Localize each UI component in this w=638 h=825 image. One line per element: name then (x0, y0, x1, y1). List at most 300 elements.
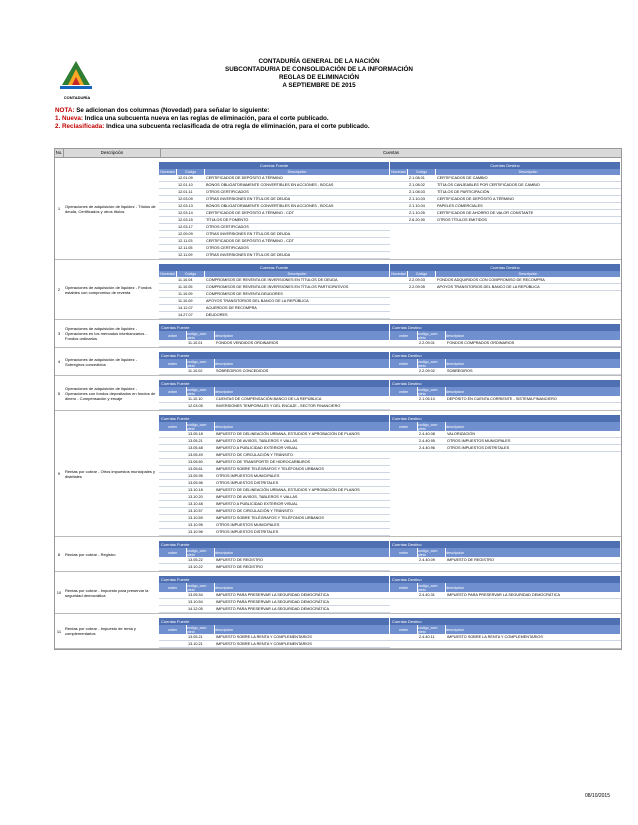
accounts-grid (159, 541, 621, 571)
cell-codigo: 13.10.21 (188, 641, 203, 646)
cell-codigo: 13.10.59 (188, 515, 203, 520)
header-no: No. (55, 150, 63, 155)
section-row (55, 260, 621, 320)
table-row (390, 203, 621, 210)
table-row (159, 403, 390, 410)
destino-header: Cuentas Destino (390, 415, 621, 422)
cell-codigo: 2.6.20.90 (409, 217, 425, 222)
fuente-side (159, 576, 390, 613)
col-codigo-completo: codigo_com pleto (187, 548, 215, 557)
cell-codigo: 2.2.09.03 (409, 277, 425, 282)
cell-descripcion: BONOS OBLIGATORIAMENTE CONVERTIBLES EN ACCIONES - BOCAS (206, 182, 334, 187)
col-novedad: Novedad (159, 271, 177, 277)
cell-codigo: 2.1.10.05 (409, 210, 425, 215)
col-orden: orden (159, 625, 187, 634)
cell-codigo: 13.05.21 (188, 438, 203, 443)
cell-codigo: 2.2.09.01 (419, 340, 435, 345)
cell-novedad (390, 175, 408, 181)
cell-novedad (159, 396, 187, 402)
table-row (159, 508, 390, 515)
table-row (159, 224, 390, 231)
cell-codigo: 11.10.04 (178, 277, 193, 282)
cell-novedad (390, 592, 418, 598)
cell-descripcion: IMPUESTO SOBRE TELÉGRAFOS Y TELÉFONOS URBANOS (216, 466, 324, 471)
cell-descripcion: IMPUESTO SOBRE LA RENTA Y COMPLEMENTARIOS (216, 641, 312, 646)
table-row (390, 396, 621, 403)
cell-descripcion: OTROS IMPUESTOS DISTRITALES (216, 480, 279, 485)
accounts-grid (159, 380, 621, 410)
cell-codigo: 13.10.22 (188, 564, 203, 569)
destino-header: Cuentas Destino (390, 576, 621, 583)
destino-side (390, 576, 621, 613)
accounts-grid (159, 415, 621, 536)
cell-descripcion: OTRAS INVERSIONES EN TÍTULOS DE DEUDA (206, 196, 291, 201)
cell-novedad (159, 487, 187, 493)
table-row (390, 284, 621, 291)
cell-descripcion: CERTIFICADOS DE DEPÓSITO A TÉRMINO (206, 175, 283, 180)
col-descripcion: Descripción (205, 169, 390, 175)
cell-novedad (159, 438, 187, 444)
table-row (159, 368, 390, 375)
cell-novedad (390, 396, 418, 402)
fuente-header: Cuentas Fuente (159, 541, 390, 548)
cell-novedad (159, 606, 187, 612)
cell-descripcion: TÍTULOS DE FOMENTO (206, 217, 249, 222)
cell-novedad (390, 217, 408, 223)
table-row (390, 217, 621, 224)
col-codigo: Código (408, 169, 436, 175)
col-orden: orden (159, 359, 187, 368)
destino-header: Cuentas Destino (390, 264, 621, 271)
fuente-side (159, 264, 390, 319)
cell-codigo: 13.10.57 (188, 508, 203, 513)
section-number: 8 (57, 551, 61, 557)
section-description: Rentas por cobrar - Otros impuestos municipales y distritales (65, 468, 156, 479)
cell-novedad (390, 203, 408, 209)
col-descripcion: Descripción (436, 169, 621, 175)
cell-novedad (159, 592, 187, 598)
section-accounts (159, 348, 621, 375)
cell-descripcion: OTROS CERTIFICADOS (206, 224, 249, 229)
destino-side (390, 264, 621, 319)
col-descripcion: descripcion (446, 422, 621, 431)
destino-col-headers (390, 625, 621, 634)
section-accounts (159, 537, 621, 571)
table-row (159, 445, 390, 452)
table-row (159, 438, 390, 445)
cell-descripcion: OTROS IMPUESTOS MUNICIPALES (216, 522, 280, 527)
cell-descripcion: FONDOS VENDIDOS ORDINARIOS (216, 340, 279, 345)
cell-novedad (159, 277, 177, 283)
table-row (159, 452, 390, 459)
table-row (159, 557, 390, 564)
fuente-side (159, 162, 390, 259)
cell-novedad (159, 312, 177, 318)
section-accounts (159, 320, 621, 347)
table-row (159, 182, 390, 189)
cell-descripcion: OTRAS INVERSIONES EN TÍTULOS DE DEUDA (206, 231, 291, 236)
fuente-side (159, 415, 390, 536)
cell-novedad (159, 557, 187, 563)
cell-codigo: 11.10.09 (178, 291, 193, 296)
table-row (159, 522, 390, 529)
header-cuentas: Cuentas (382, 150, 399, 155)
col-descripcion: descripcion (215, 548, 390, 557)
cell-descripcion: IMPUESTO SOBRE LA RENTA Y COMPLEMENTARIOS (216, 634, 312, 639)
col-descripcion: descripcion (215, 387, 390, 396)
cell-codigo: 12.03.13 (178, 203, 193, 208)
cell-novedad (159, 599, 187, 605)
cell-novedad (159, 431, 187, 437)
cell-novedad (159, 403, 187, 409)
cell-codigo: 13.10.18 (188, 487, 203, 492)
cell-descripcion: OTROS IMPUESTOS MUNICIPALES (447, 438, 511, 443)
destino-side (390, 162, 621, 259)
table-row (159, 606, 390, 613)
cell-codigo: 14.12.07 (178, 305, 193, 310)
cell-novedad (159, 305, 177, 311)
cell-descripcion: BONOS OBLIGATORIAMENTE CONVERTIBLES EN ACCIONES - BOCAS (206, 203, 334, 208)
cell-novedad (159, 298, 177, 304)
accounts-grid (159, 162, 621, 259)
table-header (55, 149, 621, 158)
cell-codigo: 13.05.61 (188, 466, 203, 471)
accounts-grid (159, 324, 621, 347)
accounts-grid (159, 264, 621, 319)
accounts-grid (159, 352, 621, 375)
cell-descripcion: COMPROMISOS DE REVENTA DEUDORES (206, 291, 283, 296)
col-codigo-completo: codigo_com pleto (187, 625, 215, 634)
cell-descripcion: IMPUESTO DE CIRCULACIÓN Y TRÁNSITO (216, 452, 293, 457)
table-row (159, 634, 390, 641)
cell-novedad (159, 203, 177, 209)
section-number: 11 (56, 628, 62, 634)
col-codigo-completo: codigo_com pleto (418, 331, 446, 340)
col-descripcion: descripcion (215, 422, 390, 431)
fuente-header: Cuentas Fuente (159, 264, 390, 271)
cell-descripcion: TÍTULOS CANJEABLES POR CERTIFICADOS DE CAMBIO (437, 182, 540, 187)
cell-descripcion: CERTIFICADOS DE DEPÓSITO A TÉRMINO - CDT (206, 210, 294, 215)
cell-novedad (390, 277, 408, 283)
col-codigo: Código (177, 271, 205, 277)
cell-codigo: 13.05.49 (188, 452, 203, 457)
col-orden: orden (159, 548, 187, 557)
cell-codigo: 2.4.40.95 (419, 438, 435, 443)
section-accounts (159, 614, 621, 648)
col-orden: orden (390, 625, 418, 634)
cell-codigo: 2.4.40.08 (419, 431, 435, 436)
cell-novedad (159, 634, 187, 640)
cell-novedad (159, 522, 187, 528)
logo-text: CONTADURÍA (63, 95, 91, 100)
cell-novedad (159, 473, 187, 479)
destino-header: Cuentas Destino (390, 324, 621, 331)
col-novedad: Novedad (390, 169, 408, 175)
table-row (159, 459, 390, 466)
cell-novedad (390, 182, 408, 188)
table-row (159, 592, 390, 599)
cell-novedad (390, 557, 418, 563)
table-row (159, 312, 390, 319)
col-descripcion: descripcion (215, 359, 390, 368)
cell-codigo: 13.10.48 (188, 501, 203, 506)
destino-col-headers (390, 359, 621, 368)
table-row (159, 231, 390, 238)
cell-codigo: 11.10.10 (188, 396, 203, 401)
destino-side (390, 415, 621, 536)
col-descripcion: descripcion (446, 548, 621, 557)
accounts-grid (159, 618, 621, 648)
table-row (159, 480, 390, 487)
col-codigo-completo: codigo_com pleto (418, 359, 446, 368)
section-row (55, 537, 621, 572)
section-accounts (159, 411, 621, 536)
cell-codigo: 12.03.15 (178, 217, 193, 222)
fuente-header: Cuentas Fuente (159, 162, 390, 169)
table-row (159, 466, 390, 473)
table-row (390, 175, 621, 182)
cell-descripcion: OTRAS INVERSIONES EN TÍTULOS DE DEUDA (206, 252, 291, 257)
section-description: Operaciones de adquisición de liquidez - Fondos estables con compromiso de reventa (65, 284, 152, 295)
cell-descripcion: CERTIFICADOS DE CAMBIO (437, 175, 488, 180)
cell-codigo: 13.05.22 (188, 557, 203, 562)
table-row (390, 557, 621, 564)
cell-novedad (159, 641, 187, 647)
section-accounts (159, 376, 621, 410)
destino-header: Cuentas Destino (390, 380, 621, 387)
cell-codigo: 2.2.09.02 (419, 368, 435, 373)
cell-novedad (159, 480, 187, 486)
table-row (159, 298, 390, 305)
section-row (55, 572, 621, 614)
cell-codigo: 11.10.02 (188, 368, 203, 373)
cell-descripcion: IMPUESTO DE AVISOS, TABLEROS Y VALLAS (216, 438, 298, 443)
table-row (159, 501, 390, 508)
destino-side (390, 380, 621, 410)
cell-descripcion: DEPÓSITO EN CUENTA CORRIENTE - SISTEMA FINANCIERO (447, 396, 557, 401)
cell-descripcion: DEUDORES (206, 312, 228, 317)
fuente-col-headers (159, 422, 390, 431)
table-row (159, 473, 390, 480)
col-descripcion: descripcion (446, 331, 621, 340)
table-row (159, 564, 390, 571)
cell-codigo: 12.03.09 (178, 196, 193, 201)
fuente-col-headers (159, 548, 390, 557)
section-row (55, 614, 621, 649)
col-codigo-completo: codigo_com pleto (418, 625, 446, 634)
cell-codigo: 12.11.05 (178, 245, 193, 250)
header-line-4: A SEPTIEMBRE DE 2015 (282, 82, 356, 89)
col-codigo-completo: codigo_com pleto (418, 548, 446, 557)
cell-novedad (159, 291, 177, 297)
section-accounts (159, 158, 621, 259)
table-row (159, 203, 390, 210)
table-row (390, 210, 621, 217)
cell-novedad (159, 245, 177, 251)
cell-codigo: 11.10.01 (188, 340, 203, 345)
cell-novedad (159, 284, 177, 290)
cell-descripcion: IMPUESTO DE CIRCULACIÓN Y TRÁNSITO (216, 508, 293, 513)
cell-descripcion: IMPUESTO PARA PRESERVAR LA SEGURIDAD DEMOCRÁTICA (447, 592, 561, 597)
cell-descripcion: TÍTULOS DE PARTICIPACIÓN (437, 189, 490, 194)
cell-novedad (159, 210, 177, 216)
cell-codigo: 2.1.08.01 (409, 175, 425, 180)
section-row (55, 348, 621, 376)
destino-col-headers (390, 331, 621, 340)
accounts-grid (159, 576, 621, 613)
note-item1-label: 1. Nueva: (55, 115, 83, 122)
section-description: Rentas por cobrar - Impuesto para preservar la seguridad democrática (65, 587, 149, 598)
col-orden: orden (390, 422, 418, 431)
note-text: Se adicionan dos columnas (Novedad) para señalar lo siguiente: (76, 107, 270, 114)
note-item2-label: 2. Reclasificada: (55, 123, 105, 130)
cell-novedad (159, 452, 187, 458)
fuente-header: Cuentas Fuente (159, 415, 390, 422)
cell-descripcion: CUENTAS DE COMPENSACIÓN BANCO DE LA REPÚBLICA (216, 396, 322, 401)
cell-codigo: 13.05.95 (188, 473, 203, 478)
cell-descripcion: OTROS IMPUESTOS DISTRITALES (447, 445, 510, 450)
cell-descripcion: IMPUESTO PARA PRESERVAR LA SEGURIDAD DEMOCRÁTICA (216, 592, 330, 597)
cell-descripcion: IMPUESTO PARA PRESERVAR LA SEGURIDAD DEMOCRÁTICA (216, 606, 330, 611)
table-row (159, 431, 390, 438)
cell-descripcion: PAPELES COMERCIALES (437, 203, 483, 208)
table-row (159, 515, 390, 522)
cell-codigo: 2.1.08.02 (409, 182, 425, 187)
cell-novedad (159, 217, 177, 223)
table-row (159, 599, 390, 606)
col-orden: orden (159, 331, 187, 340)
table-row (159, 210, 390, 217)
cell-descripcion: OTROS TÍTULOS EMITIDOS (437, 217, 487, 222)
fuente-header: Cuentas Fuente (159, 618, 390, 625)
table-row (159, 396, 390, 403)
cell-novedad (159, 529, 187, 535)
col-codigo: Código (408, 271, 436, 277)
header-line-1: CONTADURÍA GENERAL DE LA NACIÓN (258, 58, 380, 65)
destino-col-headers (390, 548, 621, 557)
fuente-side (159, 618, 390, 648)
cell-codigo: 2.1.05.10 (419, 396, 435, 401)
col-codigo-completo: codigo_com pleto (187, 422, 215, 431)
cell-codigo: 2.2.09.05 (409, 284, 425, 289)
destino-header: Cuentas Destino (390, 162, 621, 169)
cell-descripcion: CERTIFICADOS DE DEPÓSITO A TÉRMINO - CDT (206, 238, 294, 243)
col-orden: orden (390, 359, 418, 368)
col-descripcion: descripcion (446, 583, 621, 592)
destino-side (390, 352, 621, 375)
table-row (159, 189, 390, 196)
fuente-header: Cuentas Fuente (159, 576, 390, 583)
section-accounts (159, 260, 621, 319)
cell-descripcion: IMPUESTO DE TRANSPORTE DE HIDROCARBUROS (216, 459, 311, 464)
cell-descripcion: IMPUESTO DE REGISTRO (216, 557, 263, 562)
cell-descripcion: FONDOS COMPRADOS ORDINARIOS (447, 340, 515, 345)
col-descripcion: descripcion (446, 625, 621, 634)
col-orden: orden (159, 422, 187, 431)
cell-codigo: 14.12.05 (188, 606, 203, 611)
table-row (390, 445, 621, 452)
col-descripcion: descripcion (215, 331, 390, 340)
cell-codigo: 12.03.05 (188, 403, 203, 408)
cell-descripcion: IMPUESTO PARA PRESERVAR LA SEGURIDAD DEMOCRÁTICA (216, 599, 330, 604)
table-row (159, 284, 390, 291)
table-row (159, 217, 390, 224)
cell-novedad (159, 564, 187, 570)
note-block (55, 107, 370, 131)
cell-codigo: 2.1.10.04 (409, 203, 425, 208)
section-number: 3 (57, 331, 61, 336)
cell-codigo: 2.4.40.09 (419, 557, 435, 562)
table-row (159, 641, 390, 648)
cell-descripcion: IMPUESTO DE DELINEACIÓN URBANA, ESTUDIOS Y APROBACIÓN DE PLANOS (216, 487, 360, 492)
col-orden: orden (159, 387, 187, 396)
cell-novedad (159, 182, 177, 188)
cell-codigo: 12.01.11 (178, 189, 193, 194)
cell-codigo: 2.1.10.03 (409, 196, 425, 201)
cell-novedad (159, 238, 177, 244)
destino-header: Cuentas Destino (390, 541, 621, 548)
cell-novedad (159, 340, 187, 346)
destino-side (390, 324, 621, 347)
cell-codigo: 13.05.54 (188, 592, 203, 597)
cell-codigo: 12.01.09 (178, 175, 193, 180)
cell-novedad (159, 445, 187, 451)
table-row (390, 634, 621, 641)
destino-col-headers (390, 583, 621, 592)
section-number: 2 (57, 287, 61, 292)
cell-descripcion: VALORIZACIÓN (447, 431, 475, 436)
header-line-2: SUBCONTADURIA DE CONSOLIDACIÓN DE LA INFORMACIÓN (225, 66, 413, 73)
section-number: 9 (57, 471, 61, 476)
section-row (55, 376, 621, 411)
cell-descripcion: IMPUESTO SOBRE LA RENTA Y COMPLEMENTARIOS (447, 634, 543, 639)
destino-side (390, 618, 621, 648)
cell-novedad (159, 368, 187, 374)
table-row (159, 340, 390, 347)
table-row (390, 340, 621, 347)
cell-novedad (390, 634, 418, 640)
fuente-header: Cuentas Fuente (159, 352, 390, 359)
cell-novedad (159, 501, 187, 507)
fuente-col-headers (159, 359, 390, 368)
cell-descripcion: COMPROMISOS DE REVENTA DE INVERSIONES EN TÍTULOS PARTICIPATIVOS (206, 284, 349, 289)
cell-novedad (159, 466, 187, 472)
destino-side (390, 541, 621, 571)
cell-novedad (159, 224, 177, 230)
cell-codigo: 13.10.54 (188, 599, 203, 604)
section-row (55, 158, 621, 260)
table-row (159, 245, 390, 252)
cell-codigo: 2.4.40.11 (419, 634, 435, 639)
cell-codigo: 2.1.08.03 (409, 189, 425, 194)
cell-descripcion: OTROS IMPUESTOS DISTRITALES (216, 529, 279, 534)
section-number: 4 (57, 359, 61, 364)
sections-container (55, 158, 621, 649)
col-novedad: Novedad (159, 169, 177, 175)
cell-codigo: 12.11.09 (178, 252, 193, 257)
section-row (55, 411, 621, 537)
cell-codigo: 13.05.60 (188, 459, 203, 464)
header-desc: Descripción (64, 149, 161, 157)
destino-col-headers (390, 387, 621, 396)
cell-descripcion: IMPUESTO DE DELINEACIÓN URBANA, ESTUDIOS Y APROBACIÓN DE PLANOS (216, 431, 360, 436)
col-codigo-completo: codigo_com pleto (418, 422, 446, 431)
col-codigo-completo: codigo_com pleto (187, 583, 215, 592)
cell-descripcion: IMPUESTO DE REGISTRO (216, 564, 263, 569)
footer-date: 08/10/2015 (584, 793, 610, 799)
cell-descripcion: OTROS CERTIFICADOS (206, 189, 249, 194)
cell-novedad (390, 189, 408, 195)
